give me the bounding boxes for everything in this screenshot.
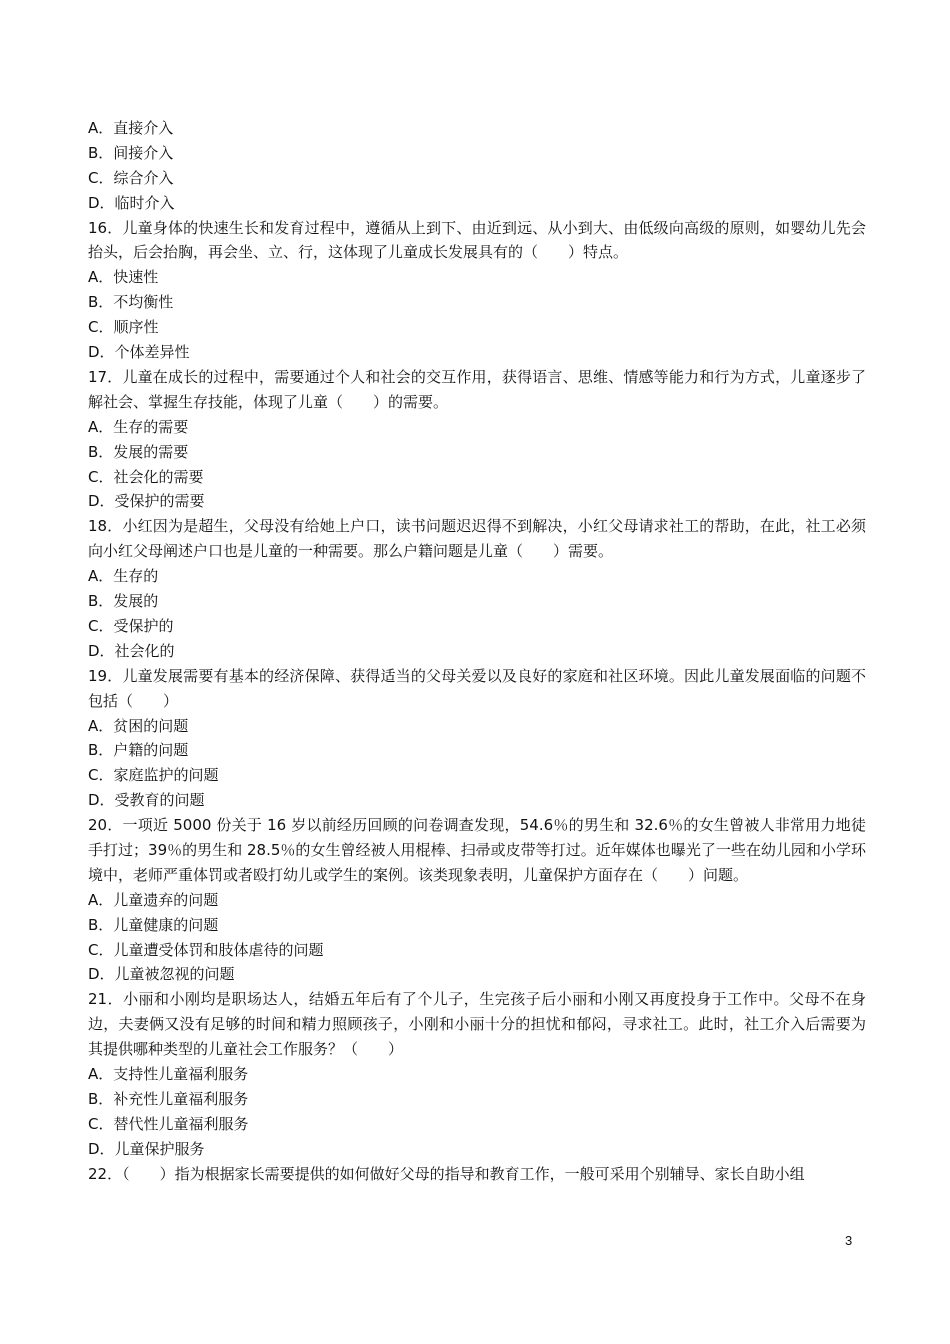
answer-option: C．儿童遭受体罚和肢体虐待的问题 — [88, 940, 324, 959]
answer-option: B．发展的需要 — [88, 442, 189, 461]
answer-option: D．儿童保护服务 — [88, 1139, 205, 1158]
question-stem: 17．儿童在成长的过程中，需要通过个人和社会的交互作用，获得语言、思维、情感等能力和行为方式，儿童逐步了解社会、掌握生存技能，体现了儿童（ ）的需要。 — [88, 367, 866, 411]
answer-option: C．家庭监护的问题 — [88, 766, 219, 785]
answer-option: A．贫困的问题 — [88, 716, 189, 735]
question-list — [88, 116, 866, 1187]
question-stem: 19．儿童发展需要有基本的经济保障、获得适当的父母关爱以及良好的家庭和社区环境。因此儿童发展面临的问题不包括（ ） — [88, 666, 866, 710]
answer-option: D．社会化的 — [88, 641, 175, 660]
question-stem: 16．儿童身体的快速生长和发育过程中，遵循从上到下、由近到远、从小到大、由低级向高级的原则，如婴幼儿先会抬头，后会抬胸，再会坐、立、行，这体现了儿童成长发展具有的（ ）特点。 — [88, 218, 866, 262]
question-stem: 18．小红因为是超生，父母没有给她上户口，读书问题迟迟得不到解决，小红父母请求社工的帮助，在此，社工必须向小红父母阐述户口也是儿童的一种需要。那么户籍问题是儿童（ ）需要。 — [88, 517, 866, 561]
answer-option: A．儿童遗弃的问题 — [88, 890, 219, 909]
answer-option: B．发展的 — [88, 592, 159, 611]
answer-option: D．临时介入 — [88, 193, 175, 212]
answer-option: D．受教育的问题 — [88, 791, 205, 810]
answer-option: A．支持性儿童福利服务 — [88, 1065, 249, 1084]
answer-option: B．儿童健康的问题 — [88, 915, 219, 934]
answer-option: C．综合介入 — [88, 168, 174, 187]
answer-option: A．快速性 — [88, 268, 159, 287]
answer-option: B．补充性儿童福利服务 — [88, 1089, 249, 1108]
answer-option: C．替代性儿童福利服务 — [88, 1114, 249, 1133]
answer-option: B．间接介入 — [88, 143, 174, 162]
answer-option: D．受保护的需要 — [88, 492, 205, 511]
question-stem: 21．小丽和小刚均是职场达人，结婚五年后有了个儿子，生完孩子后小丽和小刚又再度投身于工作中。父母不在身边，夫妻俩又没有足够的时间和精力照顾孩子，小刚和小丽十分的担忧和郁闷，寻求社工。此时，社工介入后需要为其提供哪种类型的儿童社会工作服务？（ ） — [88, 990, 866, 1059]
answer-option: B．不均衡性 — [88, 293, 174, 312]
answer-option: D．儿童被忽视的问题 — [88, 965, 235, 984]
page-number: 3 — [845, 1233, 853, 1248]
question-stem: 20．一项近 5000 份关于 16 岁以前经历回顾的问卷调查发现，54.6％的男生和 32.6％的女生曾被人非常用力地徒手打过；39％的男生和 28.5％的女生曾经被人用棍棒、扫帚或皮带等打过。近年媒体也曝光了一些在幼儿园和小学环境中，老师严重体罚或者殴打幼儿或学生的案例。该类现象表明，儿童保护方面存在（ ）问题。 — [88, 816, 866, 884]
answer-option: C．顺序性 — [88, 318, 159, 337]
answer-option: A．生存的需要 — [88, 417, 189, 436]
answer-option: A．直接介入 — [88, 119, 174, 137]
answer-option: B．户籍的问题 — [88, 741, 189, 760]
answer-option: C．社会化的需要 — [88, 467, 204, 486]
question-stem: 22．（ ）指为根据家长需要提供的如何做好父母的指导和教育工作，一般可采用个别辅导、家长自助小组 — [88, 1164, 805, 1183]
answer-option: A．生存的 — [88, 567, 159, 586]
answer-option: C．受保护的 — [88, 616, 174, 635]
answer-option: D．个体差异性 — [88, 343, 190, 362]
